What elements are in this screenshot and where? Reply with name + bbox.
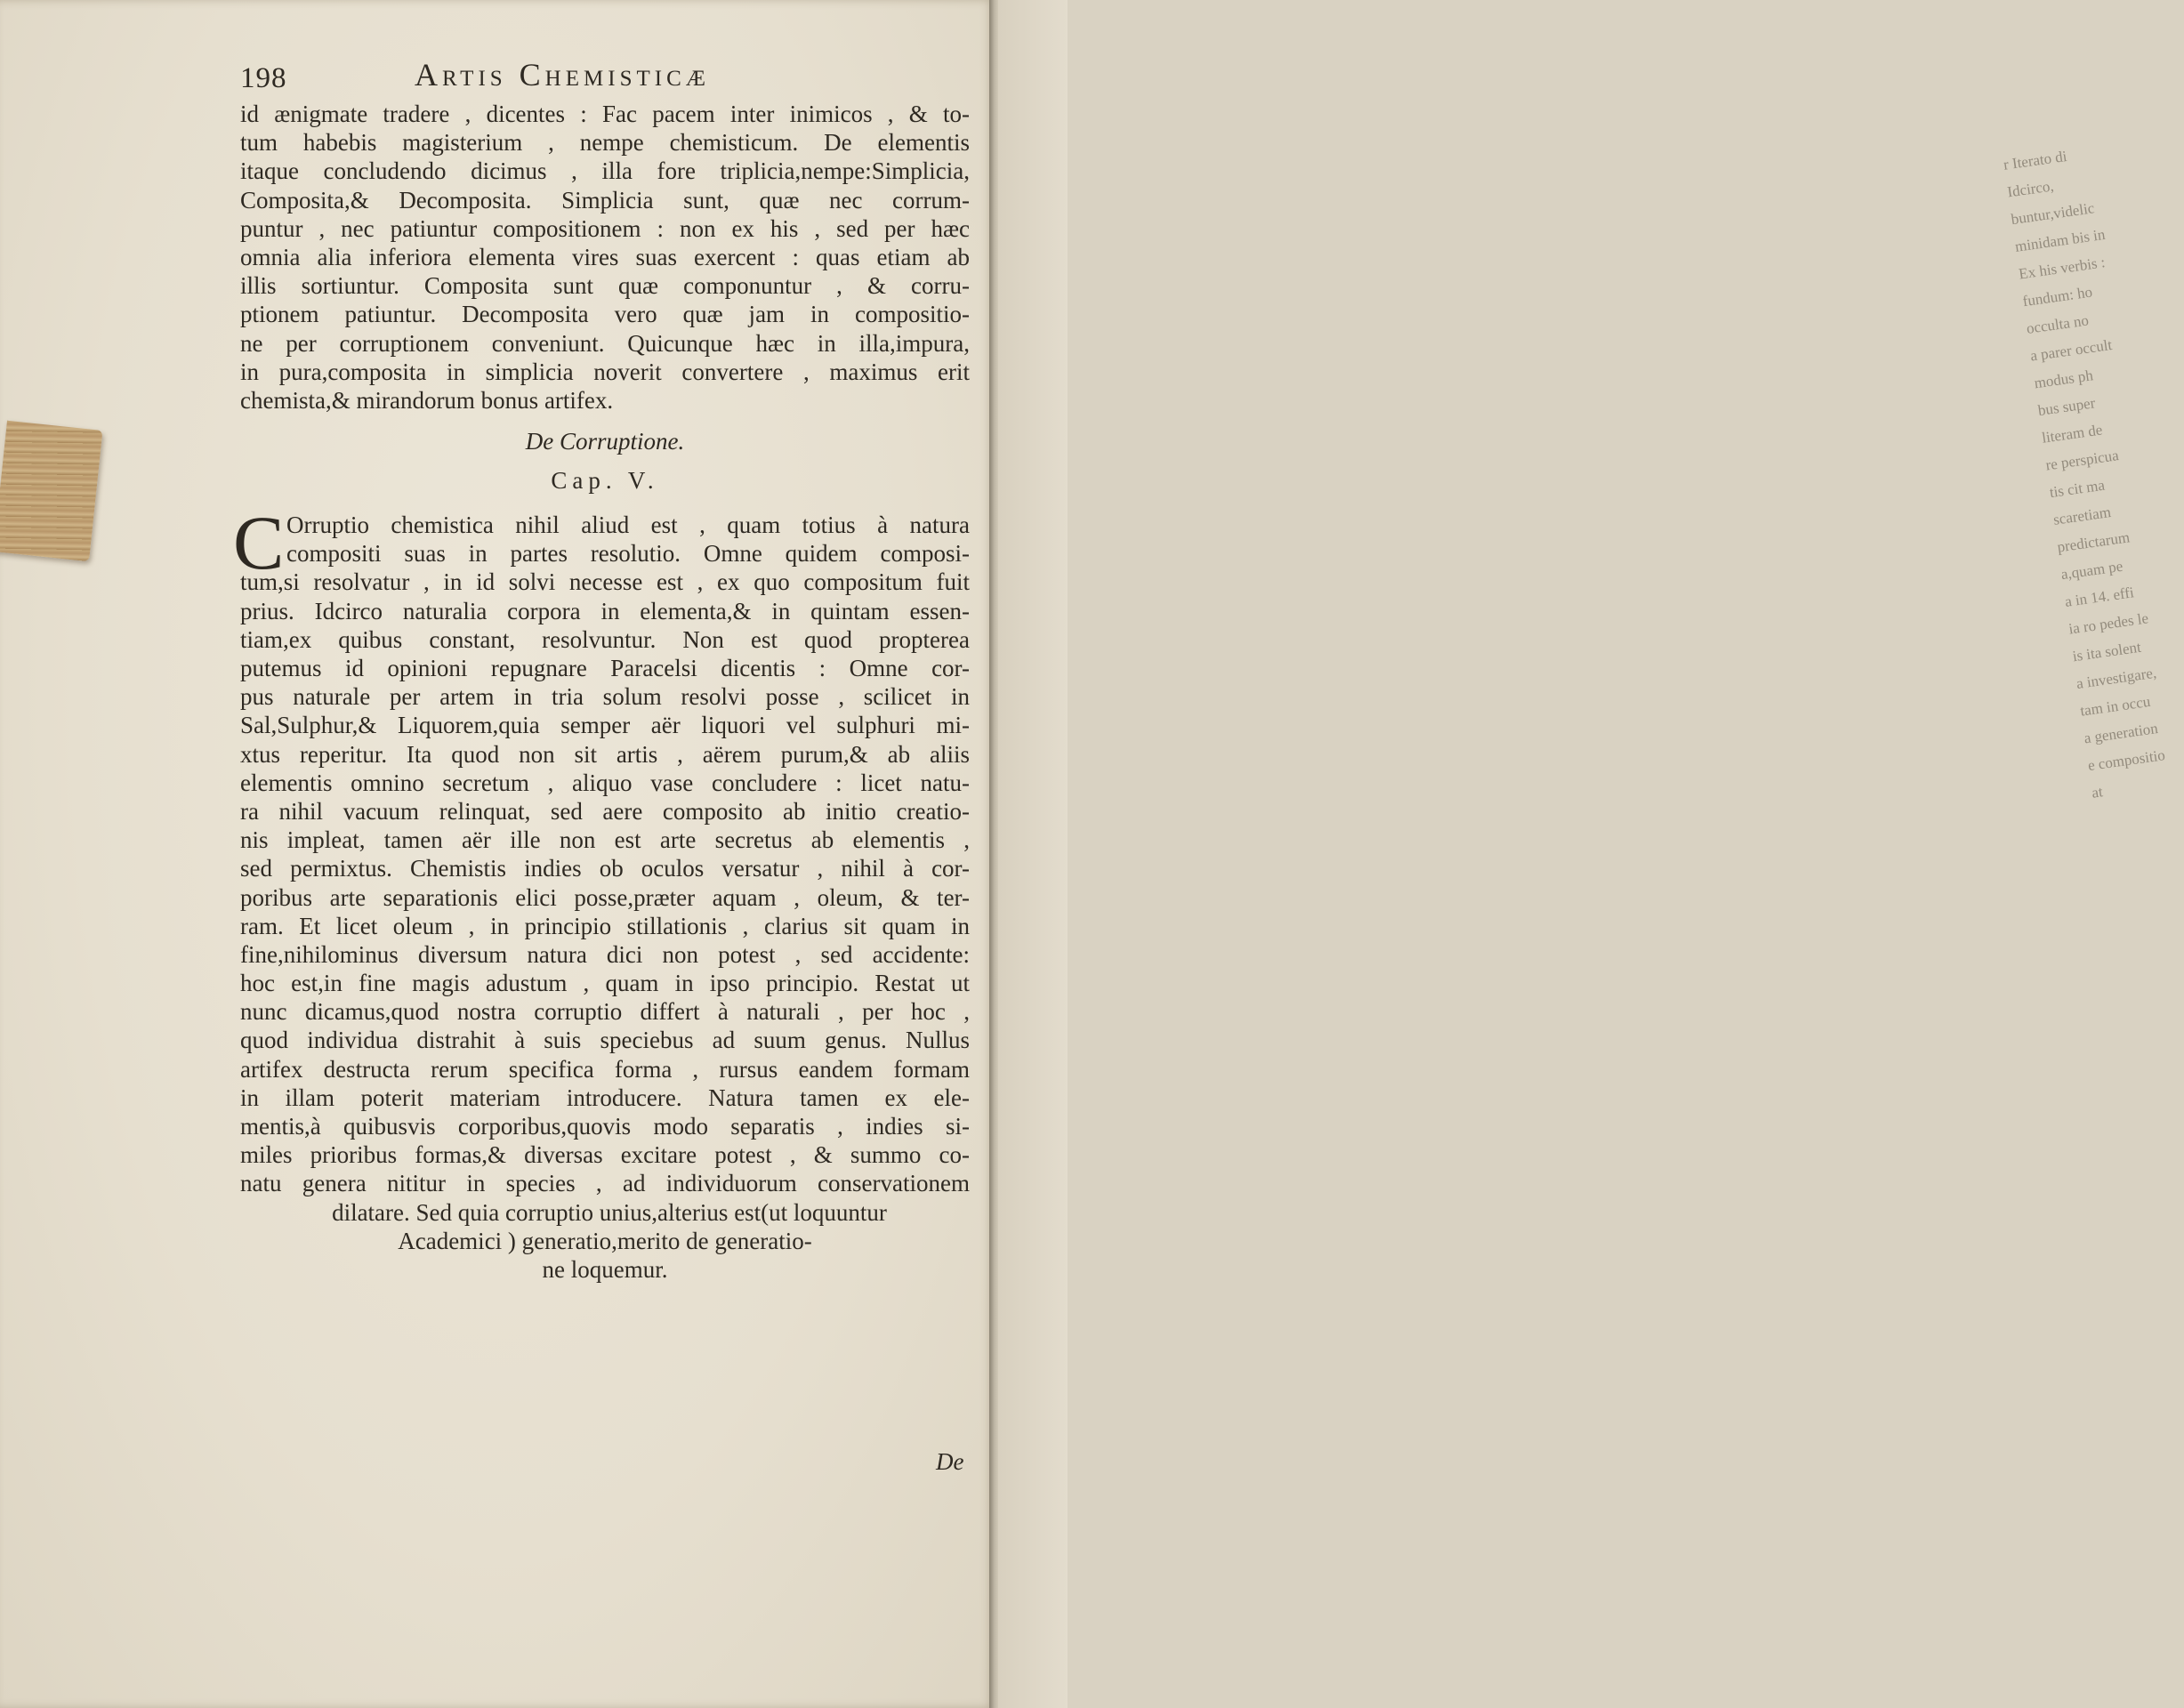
text-line: miles prioribus formas,& diversas excitare potest , & summo co- [240,1141,970,1169]
facing-line: occulta no [2025,311,2091,337]
text-line: in illam poterit materiam introducere. Natura tamen ex ele- [240,1084,970,1111]
text-line: illis sortiuntur. Composita sunt quæ componuntur , & corru- [240,272,970,300]
running-head: Artis Chemisticæ [415,57,710,93]
catchword: De [936,1448,964,1475]
facing-line: fundum: ho [2021,283,2094,310]
facing-line: a generation [2083,719,2159,747]
text-line: puntur , nec patiuntur compositionem : non ex his , sed per hæc [240,214,970,242]
text-line: nunc dicamus,quod nostra corruptio differt à naturali , per hoc , [240,998,970,1026]
bookmark-tab [0,421,102,561]
page-edge [989,0,998,1708]
text-line: itaque concludendo dicimus , illa fore triplicia,nempe:Simplicia, [240,157,970,185]
facing-line: modus ph [2033,367,2094,392]
text-line: ram. Et licet oleum , in principio stillationis , clarius sit quam in [240,912,970,939]
text-line: quod individua distrahit à suis speciebus ad suum genus. Nullus [240,1027,970,1054]
text-line: tum,si resolvatur , in id solvi necesse est , ex quo compositum fuit [240,568,970,596]
facing-line: literam de [2040,421,2104,447]
text-line: id ænigmate tradere , dicentes : Fac pacem inter inimicos , & to- [240,101,970,127]
text-line: pus naturale per artem in tria solum resolvi posse , scilicet in [240,683,970,711]
text-line: Composita,& Decomposita. Simplicia sunt, quæ nec corrum- [240,186,970,214]
facing-line: minidam bis in [2013,225,2107,255]
text-line: dilatare. Sed quia corruptio unius,alterius est(ut loquuntur [332,1198,887,1226]
facing-line: at [2091,783,2104,802]
text-line: omnia alia inferiora elementa vires suas exercent : quas etiam ab [240,243,970,270]
paragraph-elements [240,100,970,415]
facing-line: is ita solent [2071,638,2142,665]
facing-line: predictarum [2056,528,2132,556]
facing-line: tam in occu [2079,692,2152,720]
text-line: chemista,& mirandorum bonus artifex. [240,386,614,414]
facing-line: Ex his verbis : [2018,254,2107,283]
text-line: Academici ) generatio,merito de generatio- [398,1227,812,1254]
page-number: 198 [240,62,287,94]
text-line: sed permixtus. Chemistis indies ob oculos versatur , nihil à cor- [240,855,970,882]
section-title: De Corruptione. [525,428,685,455]
facing-page [998,0,2166,1708]
text-line: prius. Idcirco naturalia corpora in elementa,& in quintam essen- [240,597,970,624]
text-line: xtus reperitur. Ita quod non sit artis , aërem purum,& ab aliis [240,740,970,768]
page-header [240,55,970,96]
paragraph-corruption [233,500,970,1284]
text-line: fine,nihilominus diversum natura dici non potest , sed accidente: [240,940,970,968]
facing-page-text [2002,142,2166,807]
page-text-block [233,55,970,1284]
facing-line: scaretiam [2051,503,2113,528]
text-line: natu genera nititur in species , ad individuorum conservationem [240,1170,970,1197]
facing-line: buntur,videlic [2010,199,2096,229]
text-line: ra nihil vacuum relinquat, sed aere composito ab initio creatio- [240,797,970,825]
text-line: ne loquemur. [542,1255,668,1283]
text-line: poribus arte separationis elici posse,præter aquam , oleum, & ter- [240,883,970,911]
text-line: Sal,Sulphur,& Liquorem,quia semper aër liquori vel sulphuri mi- [240,712,970,739]
text-line: ne per corruptionem conveniunt. Quicunque hæc in illa,impura, [240,329,970,357]
text-line: ptionem patiuntur. Decomposita vero quæ jam in compositio- [240,301,970,328]
facing-line: Idcirco, [2006,177,2055,201]
facing-line: a in 14. effi [2063,584,2135,610]
text-line: compositi suas in partes resolutio. Omne quidem composi- [286,540,970,568]
facing-line: bus super [2036,394,2097,420]
text-line: Orruptio chemistica nihil aliud est , quam totius à natura [286,512,970,539]
drop-cap: C [233,500,285,586]
text-line: tum habebis magisterium , nempe chemisticum. De elementis [240,129,970,157]
text-line: in pura,composita in simplicia noverit convertere , maximus erit [240,358,970,385]
facing-line: a parer occult [2029,335,2114,365]
text-line: artifex destructa rerum specifica forma , rursus eandem formam [240,1055,970,1083]
facing-line: r Iterato di [2002,147,2068,173]
facing-line: ia ro pedes le [2067,609,2150,638]
chapter-title: Cap. V. [551,467,659,495]
facing-line: a,quam pe [2059,557,2124,584]
facing-line: a investigare, [2075,664,2158,693]
facing-line: e compositio [2086,746,2166,775]
text-line: mentis,à quibusvis corporibus,quovis modo separatis , indies si- [240,1113,970,1140]
text-line: hoc est,in fine magis adustum , quam in ipso principio. Restat ut [240,970,970,997]
text-line: putemus id opinioni repugnare Paracelsi dicentis : Omne cor- [240,655,970,681]
text-line: nis impleat, tamen aër ille non est arte secretus ab elementis , [240,826,970,854]
facing-line: re perspicua [2044,447,2120,474]
text-line: tiam,ex quibus constant, resolvuntur. Non est quod propterea [240,625,970,653]
text-line: elementis omnino secretum , aliquo vase concludere : licet natu- [240,769,970,796]
facing-line: tis cit ma [2048,476,2106,502]
